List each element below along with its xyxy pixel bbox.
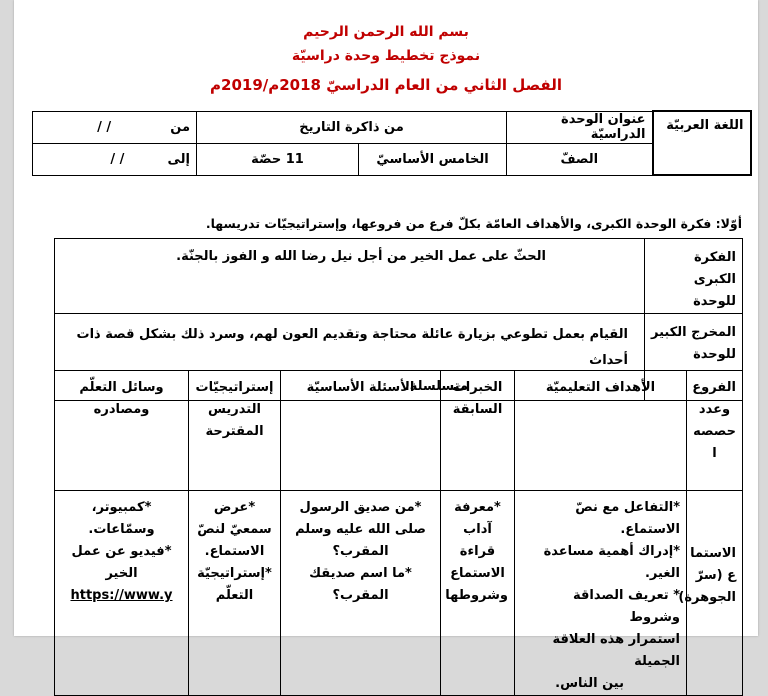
from-date: / / bbox=[97, 119, 112, 135]
resources-cell: *كمبيوتر، وسمّاعات. *فيديو عن عمل الخير https://www.y bbox=[55, 491, 189, 696]
term-line: الفصل الثاني من العام الدراسيّ 2018م/2019م bbox=[210, 76, 562, 94]
unit-title-value: من ذاكرة التاريخ bbox=[197, 111, 507, 143]
outcome-label: المخرج الكبير للوحدة bbox=[645, 314, 743, 401]
strategies-header: إستراتيجيّات التدريس المقترحة bbox=[189, 371, 281, 491]
objectives-cell: *التفاعل مع نصّ الاستماع. *إدراك أهمية مساعدة الغير. * تعريف الصداقة وشروط استمرار هذه العلاقة الجميلة بين الناس. bbox=[515, 491, 687, 696]
big-idea-label: الفكرة الكبرى للوحدة bbox=[645, 239, 743, 314]
questions-cell: *من صديق الرسول صلى الله عليه وسلم المقرب؟ *ما اسم صديقك المقرب؟ bbox=[281, 491, 441, 696]
from-date-cell bbox=[33, 111, 197, 143]
periods-count: 11 حصّة bbox=[197, 143, 359, 175]
subject-cell: اللغة العربيّة bbox=[653, 111, 751, 175]
branches-header: الفروع وعدد حصصه ا bbox=[687, 371, 743, 491]
branch-cell: الاستما ع (سرّ الجوهرة) bbox=[687, 491, 743, 696]
questions-header: الأسئلة الأساسيّة bbox=[281, 371, 441, 491]
unit-title-label: عنوان الوحدة الدراسيّة bbox=[507, 111, 653, 143]
prior-knowledge-header: الخبرات السابقة bbox=[441, 371, 515, 491]
document-title: نموذج تخطيط وحدة دراسيّة bbox=[291, 48, 481, 64]
document-page bbox=[14, 0, 758, 691]
from-label: من bbox=[170, 119, 190, 135]
video-link[interactable]: https://www.y bbox=[70, 588, 173, 603]
basmala: بسم الله الرحمن الرحيم bbox=[303, 24, 469, 40]
objectives-header: الأهداف التعليميّة bbox=[515, 371, 687, 491]
prior-knowledge-cell: *معرفة آداب قراءة الاستماع وشروطها bbox=[441, 491, 515, 696]
unit-info-table bbox=[32, 110, 752, 176]
big-idea-value: الحثّ على عمل الخير من أجل نيل رضا الله و الفوز بالجنّة. bbox=[55, 239, 645, 314]
grade-value: الخامس الأساسيّ bbox=[359, 143, 507, 175]
grade-label: الصفّ bbox=[507, 143, 653, 175]
outcome-value: القيام بعمل تطوعي بزيارة عائلة محتاجة وتقديم العون لهم، وسرد ذلك بشكل قصة ذات أحداث متسلسلة. bbox=[55, 314, 645, 401]
section-heading: أوّلا: فكرة الوحدة الكبرى، والأهداف العامّة بكلّ فرع من فروعها، وإستراتيجيّات تدريسها. bbox=[205, 216, 742, 231]
strategies-cell: *عرض سمعيّ لنصّ الاستماع. *إستراتيجيّة التعلّم bbox=[189, 491, 281, 696]
to-date-cell bbox=[33, 143, 197, 175]
resources-header: وسائل التعلّم ومصادره bbox=[55, 371, 189, 491]
plan-table bbox=[54, 370, 743, 696]
to-date: / / bbox=[110, 151, 125, 167]
to-label: إلى bbox=[167, 151, 190, 167]
